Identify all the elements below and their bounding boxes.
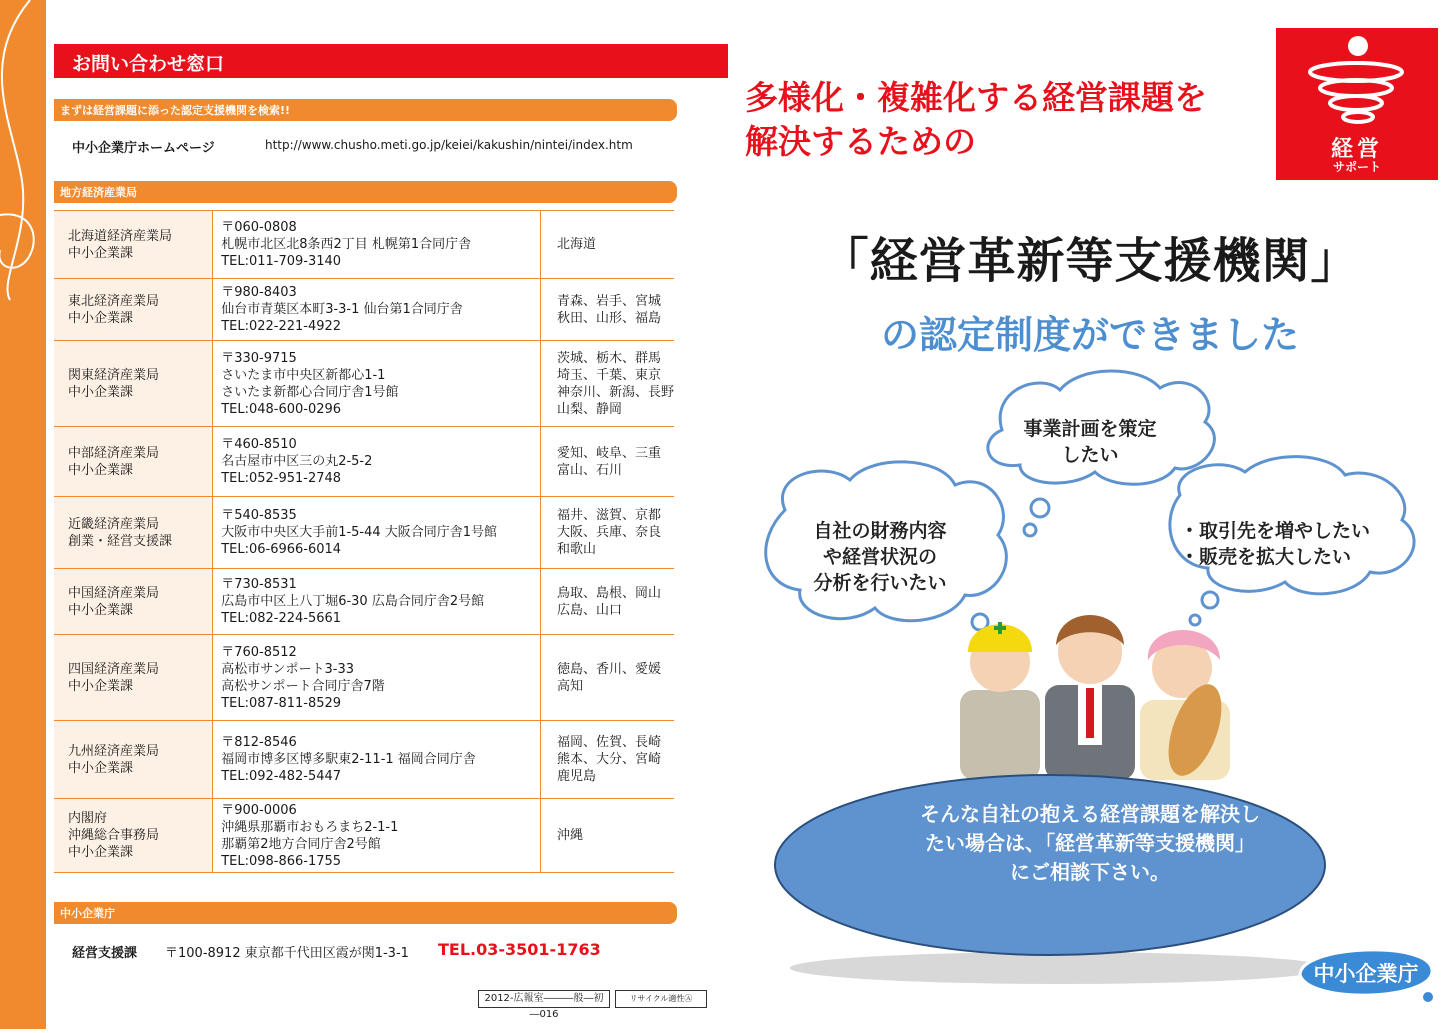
footer-print-code: 2012-広報室―――般―初―016	[478, 990, 610, 1008]
bubble-left-text: 自社の財務内容 や経営状況の 分析を行いたい	[813, 520, 947, 594]
agency-section-bar	[54, 902, 677, 924]
office-area: 徳島、香川、愛媛 高知	[540, 635, 674, 721]
footer-recycle-mark: リサイクル適性Ⓐ	[615, 990, 707, 1008]
callout-text: そんな自社の抱える経営課題を解決し たい場合は、「経営革新等支援機関」 にご相談下さい。	[920, 802, 1260, 884]
office-area: 福岡、佐賀、長崎 熊本、大分、宮崎 鹿児島	[540, 721, 674, 799]
contact-header	[54, 44, 728, 78]
office-area: 茨城、栃木、群馬 埼玉、千葉、東京 神奈川、新潟、長野 山梨、静岡	[540, 341, 674, 427]
search-section-bar	[54, 99, 677, 121]
office-area: 愛知、岐阜、三重 富山、石川	[540, 427, 674, 497]
homepage-url-link[interactable]: http://www.chusho.meti.go.jp/keiei/kakushin/nintei/index.htm	[265, 138, 633, 152]
office-address: 〒730-8531 広島市中区上八丁堀6-30 広島合同庁舎2号館 TEL:082-224-5661	[213, 569, 541, 635]
business-people-illustration	[950, 590, 1240, 780]
hq-telephone: TEL.03-3501-1763	[438, 940, 601, 959]
office-name: 中国経済産業局 中小企業課	[54, 569, 213, 635]
office-name: 内閣府 沖縄総合事務局 中小企業課	[54, 799, 213, 873]
office-row	[54, 497, 674, 569]
office-row	[54, 427, 674, 497]
sub-title: の認定制度ができました	[880, 313, 1299, 357]
agency-section-label: 中小企業庁	[60, 907, 115, 920]
main-title: 「経営革新等支援機関」	[820, 233, 1360, 289]
management-support-logo	[1276, 28, 1438, 180]
office-row	[54, 211, 674, 279]
office-name: 近畿経済産業局 創業・経営支援課	[54, 497, 213, 569]
tornado-icon	[1276, 28, 1438, 138]
left-accent-stripe	[0, 0, 46, 1029]
office-address: 〒460-8510 名古屋市中区三の丸2-5-2 TEL:052-951-2748	[213, 427, 541, 497]
office-name: 東北経済産業局 中小企業課	[54, 279, 213, 341]
office-address: 〒812-8546 福岡市博多区博多駅東2-11-1 福岡合同庁舎 TEL:092-482-5447	[213, 721, 541, 799]
red-tie	[1086, 688, 1094, 738]
office-area: 鳥取、島根、岡山 広島、山口	[540, 569, 674, 635]
office-area: 青森、岩手、宮城 秋田、山形、福島	[540, 279, 674, 341]
office-row	[54, 721, 674, 799]
office-row	[54, 799, 674, 873]
office-name: 北海道経済産業局 中小企業課	[54, 211, 213, 279]
office-row	[54, 569, 674, 635]
office-name: 中部経済産業局 中小企業課	[54, 427, 213, 497]
office-row	[54, 341, 674, 427]
office-area: 北海道	[540, 211, 674, 279]
office-address: 〒760-8512 高松市サンポート3-33 高松サンポート合同庁舎7階 TEL:087-811-8529	[213, 635, 541, 721]
office-name: 関東経済産業局 中小企業課	[54, 341, 213, 427]
office-address: 〒980-8403 仙台市青葉区本町3-3-1 仙台第1合同庁舎 TEL:022-221-4922	[213, 279, 541, 341]
regional-section-label: 地方経済産業局	[60, 186, 137, 199]
office-address: 〒900-0006 沖縄県那覇市おもろまち2-1-1 那覇第2地方合同庁舎2号館 TEL:098-866-1755	[213, 799, 541, 873]
office-name: 四国経済産業局 中小企業課	[54, 635, 213, 721]
homepage-label: 中小企業庁ホームページ	[72, 141, 215, 156]
decorative-swirl	[0, 0, 46, 1029]
headline-line-2: 解決するための	[745, 122, 976, 161]
regional-section-bar	[54, 181, 677, 203]
office-row	[54, 279, 674, 341]
logo-main-text: 経営	[1330, 137, 1383, 162]
search-section-label: まずは経営課題に添った認定支援機関を検索!!	[60, 104, 291, 117]
office-address: 〒330-9715 さいたま市中央区新都心1-1 さいたま新都心合同庁舎1号館 TEL:048-600-0296	[213, 341, 541, 427]
office-address: 〒540-8535 大阪市中央区大手前1-5-44 大阪合同庁舎1号館 TEL:06-6966-6014	[213, 497, 541, 569]
office-area: 沖縄	[540, 799, 674, 873]
office-row	[54, 635, 674, 721]
office-area: 福井、滋賀、京都 大阪、兵庫、奈良 和歌山	[540, 497, 674, 569]
office-address: 〒060-0808 札幌市北区北8条西2丁目 札幌第1合同庁舎 TEL:011-709-3140	[213, 211, 541, 279]
office-name: 九州経済産業局 中小企業課	[54, 721, 213, 799]
bubble-top-text: 事業計画を策定 したい	[1023, 418, 1157, 466]
hq-address: 〒100-8912 東京都千代田区霞が関1-3-1	[165, 946, 409, 961]
logo-sub-text: サポート	[1332, 160, 1381, 174]
bubble-right-text: ・取引先を増やしたい ・販売を拡大したい	[1180, 520, 1371, 568]
contact-title: お問い合わせ窓口	[72, 53, 225, 75]
agency-logo-text: 中小企業庁	[1313, 962, 1419, 986]
regional-offices-table	[54, 210, 674, 873]
headline-line-1: 多様化・複雑化する経営課題を	[745, 78, 1207, 117]
hq-department: 経営支援課	[72, 946, 138, 961]
